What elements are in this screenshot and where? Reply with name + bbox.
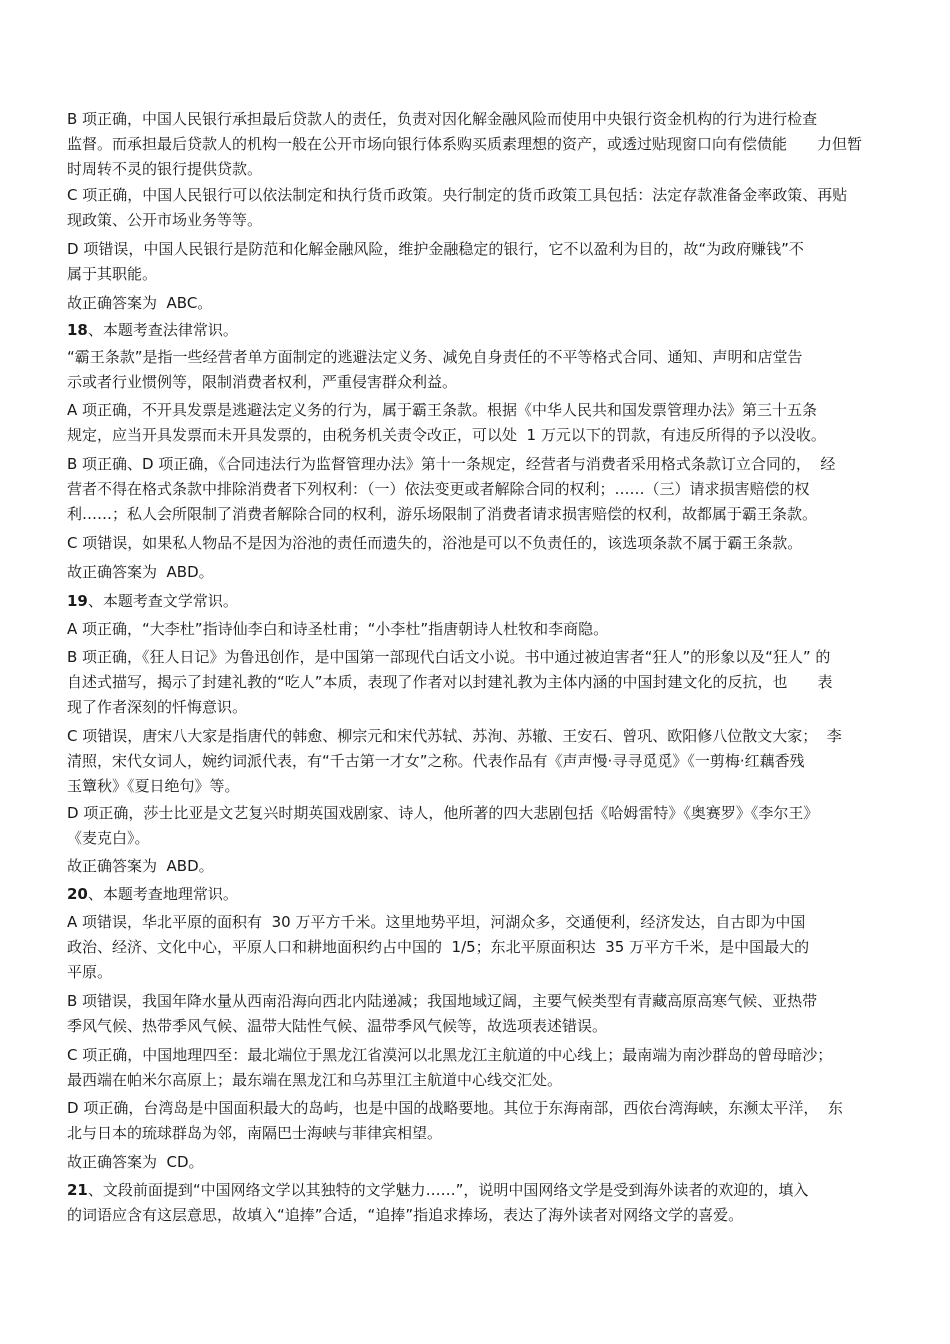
line-text: 、本题考查法律常识。 <box>87 321 238 339</box>
line-text: 规定，应当开具发票而未开具发票的，由税务机关责令改正，可以处 1 万元以下的罚款，有违反所得的予以没收。 <box>67 426 826 444</box>
text-line <box>67 1121 893 1146</box>
text-line <box>67 989 893 1014</box>
line-text: C 项错误，如果私人物品不是因为浴池的责任而遗失的，浴池是可以不负责任的，该选项条款不属于霸王条款。 <box>67 534 803 552</box>
line-text: B 项错误，我国年降水量从西南沿海向西北内陆递减；我国地域辽阔，主要气候类型有青藏高原高寒气候、亚热带 <box>67 992 818 1010</box>
text-line <box>67 960 893 985</box>
question-number: 20 <box>67 885 88 903</box>
text-paragraph <box>67 645 893 720</box>
text-line <box>67 318 893 343</box>
text-line <box>67 452 893 477</box>
text-paragraph <box>67 452 893 527</box>
line-text: 现政策、公开市场业务等等。 <box>67 211 263 229</box>
text-paragraph <box>67 107 893 182</box>
text-paragraph <box>67 617 893 642</box>
text-line <box>67 560 893 585</box>
line-text: 、文段前面提到“中国网络文学以其独特的文学魅力……”，说明中国网络文学是受到海外读者的欢迎的，填入 <box>87 1181 809 1199</box>
question-paragraph <box>67 882 893 907</box>
text-line <box>67 398 893 423</box>
line-text: 最西端在帕米尔高原上；最东端在黑龙江和乌苏里江主航道中心线交汇处。 <box>67 1071 563 1089</box>
line-text: 故正确答案为 ABD。 <box>67 563 214 581</box>
text-line <box>67 423 893 448</box>
line-text: C 项正确，中国地理四至：最北端位于黑龙江省漠河以北黑龙江主航道的中心线上；最南端为南沙群岛的曾母暗沙； <box>67 1046 833 1064</box>
text-paragraph <box>67 1043 893 1093</box>
text-line <box>67 370 893 395</box>
line-text: 时周转不灵的银行提供贷款。 <box>67 160 263 178</box>
line-text: 利……；私人会所限制了消费者解除合同的权利，游乐场限制了消费者请求损害赔偿的权利，故都属于霸王条款。 <box>67 505 818 523</box>
text-line <box>67 262 893 287</box>
text-line <box>67 1150 893 1175</box>
text-line <box>67 208 893 233</box>
line-text: 清照，宋代女词人，婉约词派代表，有“千古第一才女”之称。代表作品有《声声慢·寻寻觅觅》《一剪梅·红藕香残 <box>67 752 805 770</box>
text-line <box>67 826 893 851</box>
text-line <box>67 237 893 262</box>
text-line <box>67 107 893 132</box>
text-paragraph <box>67 1096 893 1146</box>
text-line <box>67 695 893 720</box>
question-paragraph <box>67 589 893 614</box>
text-line <box>67 1068 893 1093</box>
text-line <box>67 882 893 907</box>
line-text: 属于其职能。 <box>67 265 158 283</box>
line-text: D 项正确，莎士比亚是文艺复兴时期英国戏剧家、诗人，他所著的四大悲剧包括《哈姆雷特》《奥赛罗》《李尔王》 <box>67 804 819 822</box>
line-text: A 项正确，不开具发票是逃避法定义务的行为，属于霸王条款。根据《中华人民共和国发票管理办法》第三十五条 <box>67 401 818 419</box>
text-line <box>67 749 893 774</box>
text-line <box>67 477 893 502</box>
question-number: 19 <box>67 592 88 610</box>
text-line <box>67 183 893 208</box>
text-line <box>67 345 893 370</box>
text-line <box>67 132 893 157</box>
text-line <box>67 670 893 695</box>
text-line <box>67 291 893 316</box>
text-paragraph <box>67 345 893 395</box>
text-line <box>67 724 893 749</box>
line-text: 故正确答案为 ABC。 <box>67 294 213 312</box>
text-line <box>67 1178 893 1203</box>
text-paragraph <box>67 291 893 316</box>
text-paragraph <box>67 560 893 585</box>
line-text: B 项正确，《狂人日记》为鲁迅创作，是中国第一部现代白话文小说。书中通过被迫害者“狂人”的形象以及“狂人” 的 <box>67 648 831 666</box>
text-paragraph <box>67 237 893 287</box>
line-text: B 项正确，中国人民银行承担最后贷款人的责任，负责对因化解金融风险而使用中央银行资金机构的行为进行检查 <box>67 110 818 128</box>
line-text: 现了作者深刻的忏悔意识。 <box>67 698 248 716</box>
line-text: B 项正确、D 项正确，《合同违法行为监督管理办法》第十一条规定，经营者与消费者采用格式条款订立合同的， 经 <box>67 455 836 473</box>
line-text: 政治、经济、文化中心，平原人口和耕地面积约占中国的 1/5；东北平原面积达 35 万平方千米，是中国最大的 <box>67 938 810 956</box>
line-text: 的词语应含有这层意思，故填入“追捧”合适，“追捧”指追求捧场，表达了海外读者对网络文学的喜爱。 <box>67 1206 744 1224</box>
line-text: 故正确答案为 CD。 <box>67 1153 204 1171</box>
line-text: 、本题考查文学常识。 <box>87 592 238 610</box>
text-paragraph <box>67 531 893 556</box>
text-line <box>67 502 893 527</box>
text-line <box>67 935 893 960</box>
text-paragraph <box>67 398 893 448</box>
text-line <box>67 589 893 614</box>
line-text: 故正确答案为 ABD。 <box>67 857 214 875</box>
question-paragraph <box>67 318 893 343</box>
line-text: 《麦克白》。 <box>67 829 150 847</box>
line-text: C 项错误，唐宋八大家是指唐代的韩愈、柳宗元和宋代苏轼、苏洵、苏辙、王安石、曾巩、欧阳修八位散文大家； 李 <box>67 727 842 745</box>
text-paragraph <box>67 1150 893 1175</box>
text-line <box>67 1014 893 1039</box>
line-text: 示或者行业惯例等，限制消费者权利，严重侵害群众利益。 <box>67 373 458 391</box>
line-text: 平原。 <box>67 963 113 981</box>
line-text: 玉簟秋》《夏日绝句》等。 <box>67 777 240 795</box>
line-text: 营者不得在格式条款中排除消费者下列权利：（一）依法变更或者解除合同的权利；……（三）请求损害赔偿的权 <box>67 480 810 498</box>
line-text: 自述式描写，揭示了封建礼教的“吃人”本质，表现了作者对以封建礼教为主体内涵的中国封建文化的反抗，也 表 <box>67 673 833 691</box>
text-line <box>67 854 893 879</box>
line-text: C 项正确，中国人民银行可以依法制定和执行货币政策。央行制定的货币政策工具包括：法定存款准备金率政策、再贴 <box>67 186 848 204</box>
text-line <box>67 617 893 642</box>
line-text: 监督。而承担最后贷款人的机构一般在公开市场向银行体系购买质素理想的资产，或透过贴现窗口向有偿债能 力但暂 <box>67 135 863 153</box>
line-text: 北与日本的琉球群岛为邻，南隔巴士海峡与菲律宾相望。 <box>67 1124 443 1142</box>
text-line <box>67 1096 893 1121</box>
line-text: 、本题考查地理常识。 <box>87 885 238 903</box>
text-line <box>67 910 893 935</box>
text-paragraph <box>67 989 893 1039</box>
text-line <box>67 1043 893 1068</box>
text-line <box>67 531 893 556</box>
line-text: A 项错误，华北平原的面积有 30 万平方千米。这里地势平坦，河湖众多，交通便利，经济发达，自古即为中国 <box>67 913 806 931</box>
text-paragraph <box>67 910 893 985</box>
text-paragraph <box>67 183 893 233</box>
text-line <box>67 645 893 670</box>
text-line <box>67 774 893 799</box>
text-line <box>67 157 893 182</box>
line-text: A 项正确，“大李杜”指诗仙李白和诗圣杜甫；“小李杜”指唐朝诗人杜牧和李商隐。 <box>67 620 609 638</box>
text-paragraph <box>67 801 893 851</box>
question-number: 21 <box>67 1181 88 1199</box>
text-line <box>67 801 893 826</box>
line-text: “霸王条款”是指一些经营者单方面制定的逃避法定义务、减免自身责任的不平等格式合同、通知、声明和店堂告 <box>67 348 803 366</box>
line-text: 季风气候、热带季风气候、温带大陆性气候、温带季风气候等，故选项表述错误。 <box>67 1017 608 1035</box>
question-number: 18 <box>67 321 88 339</box>
line-text: D 项正确，台湾岛是中国面积最大的岛屿，也是中国的战略要地。其位于东海南部，西依台湾海峡，东濒太平洋， 东 <box>67 1099 843 1117</box>
text-line <box>67 1203 893 1228</box>
text-paragraph <box>67 854 893 879</box>
question-paragraph <box>67 1178 893 1228</box>
line-text: D 项错误，中国人民银行是防范和化解金融风险，维护金融稳定的银行，它不以盈利为目的，故“为政府赚钱”不 <box>67 240 804 258</box>
text-paragraph <box>67 724 893 799</box>
